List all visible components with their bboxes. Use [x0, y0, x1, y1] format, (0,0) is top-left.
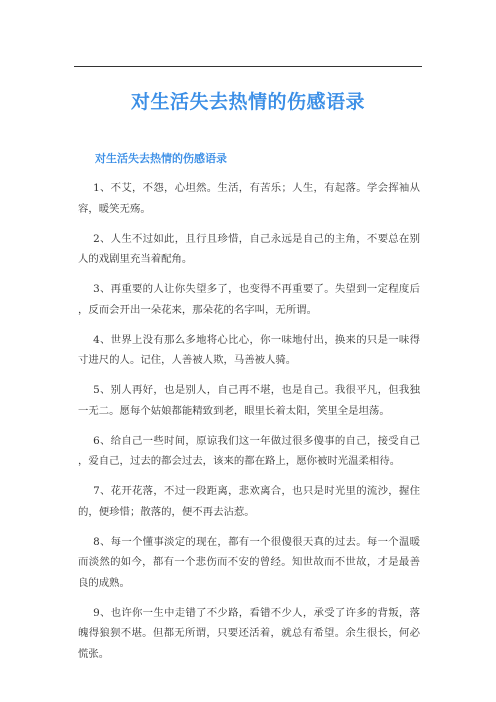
paragraph-3: 3、再重要的人让你失望多了，也变得不再重要了。失望到一定程度后，反而会开出一朵花来，那朵花的名字叫，无所谓。	[78, 283, 420, 316]
page-title: 对生活失去热情的伤感语录	[130, 91, 365, 113]
paragraph-6: 6、给自己一些时间，原谅我们这一年做过很多傻事的自己，接受自己，爱自己，过去的都会过去，该来的都在路上，愿你被时光温柔相待。	[78, 434, 420, 467]
paragraph-2: 2、人生不过如此，且行且珍惜，自己永远是自己的主角，不要总在别人的戏剧里充当着配角。	[78, 232, 420, 265]
paragraph-1: 1、不艾，不怨，心坦然。生活，有苦乐；人生，有起落。学会挥袖从容，暖笑无殇。	[78, 182, 420, 215]
paragraph-8: 8、每一个懂事淡定的现在，都有一个很傻很天真的过去。每一个温暖而淡然的如今，都有一个悲伤而不安的曾经。知世故而不世故，才是最善良的成熟。	[78, 535, 420, 589]
document-body	[78, 178, 420, 674]
section-heading: 对生活失去热情的伤感语录	[95, 152, 227, 165]
paragraph-4: 4、世界上没有那么多地将心比心，你一味地付出，换来的只是一味得寸进尺的人。记住，人善被人欺，马善被人骑。	[78, 333, 420, 366]
paragraph-7: 7、花开花落，不过一段距离，悲欢离合，也只是时光里的流沙，握住的，便珍惜；散落的，便不再去沾惹。	[78, 485, 420, 518]
paragraph-5: 5、别人再好，也是别人，自己再不堪，也是自己。我很平凡，但我独一无二。愿每个姑娘都能精致到老，眼里长着太阳，笑里全是坦荡。	[78, 384, 420, 417]
paragraph-9: 9、也许你一生中走错了不少路，看错不少人，承受了许多的背叛，落魄得狼狈不堪。但都无所谓，只要还活着，就总有希望。余生很长，何必慌张。	[78, 606, 420, 660]
header-rule	[74, 66, 422, 67]
